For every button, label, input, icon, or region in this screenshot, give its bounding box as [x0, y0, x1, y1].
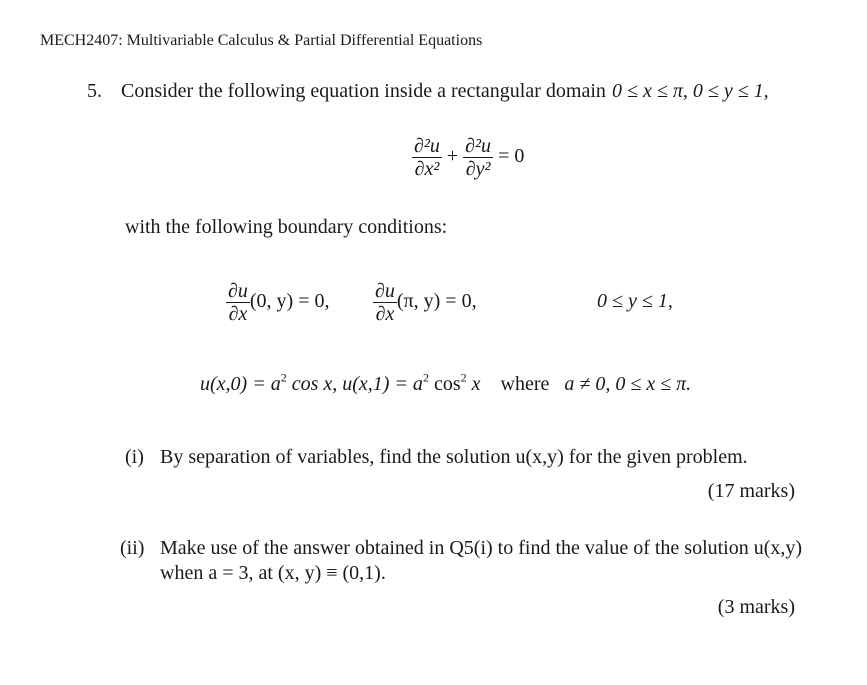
bc-exp-1: 2 — [280, 370, 287, 385]
bc-y-range: 0 ≤ y ≤ 1, — [597, 290, 673, 312]
bc-u-x1: cos x, u(x,1) = a — [286, 373, 423, 395]
part-i-text: By separation of variables, find the solution u(x,y) for the given problem. — [160, 446, 748, 468]
bc-intro: with the following boundary conditions: — [125, 216, 448, 238]
part-ii-marks: (3 marks) — [717, 596, 795, 618]
bc-right-den: ∂x — [375, 303, 395, 325]
bc-right — [373, 280, 477, 325]
pde-term-2-den: ∂y² — [465, 158, 491, 180]
pde-term-1-den: ∂x² — [414, 158, 440, 180]
question-intro: Consider the following equation inside a rectangular domain — [121, 80, 606, 102]
bc-right-value: (π, y) = 0, — [396, 290, 477, 313]
bc-x: x — [466, 373, 481, 395]
pde-term-1-num: ∂²u — [414, 135, 440, 157]
pde-term-2-num: ∂²u — [465, 135, 492, 157]
pde-rhs: = 0 — [498, 145, 525, 168]
pde-term-2 — [463, 135, 493, 180]
question-number: 5. — [87, 80, 102, 102]
bc-u-x0: u(x,0) = a — [200, 373, 281, 395]
pde-equation — [412, 135, 524, 180]
bc-line-2 — [200, 370, 692, 396]
bc-right-derivative — [373, 280, 397, 325]
pde-plus: + — [446, 145, 459, 168]
bc-left-value: (0, y) = 0, — [249, 290, 330, 313]
bc-left — [226, 280, 330, 325]
bc-where: where — [500, 373, 550, 395]
bc-left-den: ∂x — [228, 303, 248, 325]
bc-exp-3: 2 — [460, 370, 467, 385]
bc-left-num: ∂u — [228, 280, 248, 302]
part-ii-label: (ii) — [120, 537, 145, 559]
part-i-label: (i) — [125, 446, 144, 468]
bc-right-num: ∂u — [375, 280, 395, 302]
part-ii-text: Make use of the answer obtained in Q5(i) to find the value of the solution u(x,y) — [160, 537, 803, 559]
part-ii-text-cont: when a = 3, at (x, y) ≡ (0,1). — [160, 562, 386, 584]
bc-exp-2: 2 — [422, 370, 429, 385]
bc-left-derivative — [226, 280, 250, 325]
bc-cos: cos — [428, 373, 461, 395]
part-i-marks: (17 marks) — [707, 480, 795, 502]
domain-statement: 0 ≤ x ≤ π, 0 ≤ y ≤ 1, — [612, 80, 769, 102]
pde-term-1 — [412, 135, 442, 180]
course-header: MECH2407: Multivariable Calculus & Partial Differential Equations — [40, 32, 483, 49]
bc-conditions: a ≠ 0, 0 ≤ x ≤ π. — [564, 373, 692, 395]
